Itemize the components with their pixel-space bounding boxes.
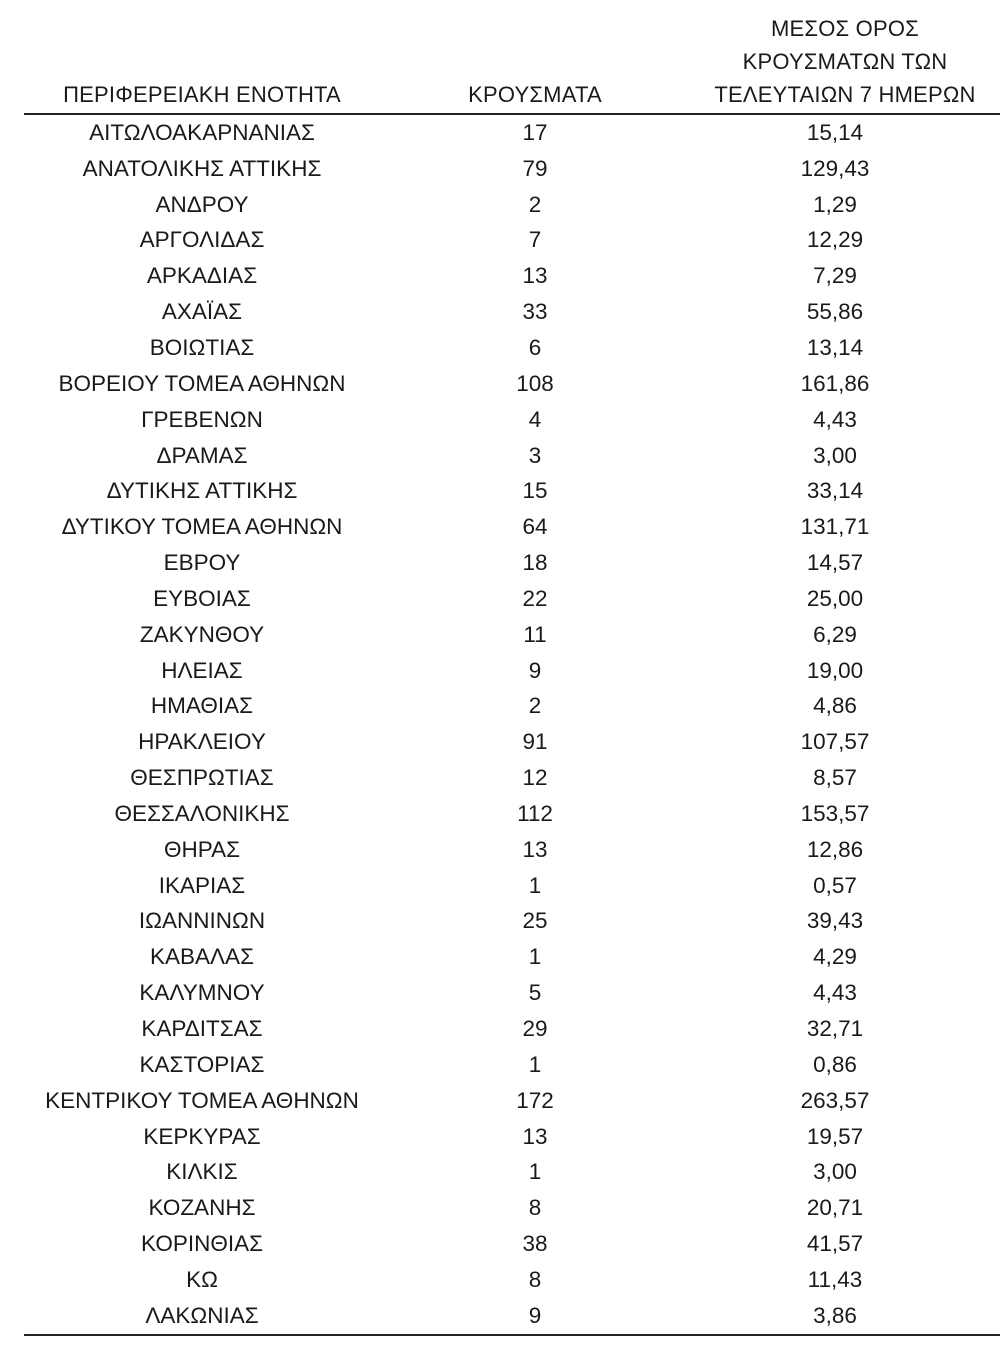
cell-region: ΗΛΕΙΑΣ [161,657,243,683]
table-row [24,1298,1000,1334]
cell-seven-day-average: 33,14 [806,478,864,504]
cell-region: ΘΕΣΣΑΛΟΝΙΚΗΣ [114,800,290,826]
cell-cases: 29 [522,1016,548,1042]
cell-seven-day-average: 32,71 [806,1016,864,1042]
table-row [24,868,1000,904]
table-row [24,904,1000,940]
table-row [24,151,1000,187]
table-row [24,581,1000,617]
table-row [24,187,1000,223]
table-bottom-rule [24,1334,1000,1336]
cell-cases: 8 [528,1195,542,1221]
cell-seven-day-average: 14,57 [806,550,864,576]
cell-cases: 8 [528,1266,542,1292]
cell-seven-day-average: 4,86 [813,693,857,719]
cell-seven-day-average: 3,86 [813,1302,857,1328]
cell-region: ΘΗΡΑΣ [163,836,240,862]
header-cases: ΚΡΟΥΣΜΑΤΑ [468,82,602,107]
cell-seven-day-average: 1,29 [813,191,857,217]
header-avg-line-2: ΚΡΟΥΣΜΑΤΩΝ ΤΩΝ [742,49,948,74]
table-header [24,0,1000,115]
cell-seven-day-average: 25,00 [806,585,864,611]
table-row [24,689,1000,725]
cell-seven-day-average: 4,29 [813,944,857,970]
cell-cases: 1 [528,872,542,898]
cell-seven-day-average: 107,57 [800,729,870,755]
cell-region: ΚΙΛΚΙΣ [166,1159,238,1185]
cell-region: ΒΟΙΩΤΙΑΣ [149,334,255,360]
table-row [24,975,1000,1011]
cell-cases: 3 [528,442,542,468]
cell-cases: 9 [528,657,542,683]
table-body [24,115,1000,1334]
cell-seven-day-average: 161,86 [800,370,870,396]
cell-cases: 64 [522,514,548,540]
cell-seven-day-average: 0,86 [813,1051,857,1077]
cell-region: ΚΟΖΑΝΗΣ [148,1195,256,1221]
cell-seven-day-average: 3,00 [813,1159,857,1185]
cell-region: ΚΑΒΑΛΑΣ [150,944,254,970]
table-row [24,1047,1000,1083]
cell-region: ΚΕΝΤΡΙΚΟΥ ΤΟΜΕΑ ΑΘΗΝΩΝ [45,1087,359,1113]
cell-cases: 172 [516,1087,554,1113]
cell-seven-day-average: 153,57 [800,800,870,826]
cell-region: ΔΥΤΙΚΗΣ ΑΤΤΙΚΗΣ [106,478,298,504]
table-row [24,1083,1000,1119]
table-row [24,1226,1000,1262]
cell-cases: 9 [528,1302,542,1328]
table-row [24,832,1000,868]
cell-cases: 13 [522,836,548,862]
table-row [24,1119,1000,1155]
cell-cases: 38 [522,1231,548,1257]
cell-cases: 33 [522,299,548,325]
cell-region: ΚΟΡΙΝΘΙΑΣ [141,1231,263,1257]
cell-cases: 22 [522,585,548,611]
table-row [24,438,1000,474]
table-row [24,617,1000,653]
cell-seven-day-average: 12,29 [806,227,864,253]
table-row [24,1011,1000,1047]
cell-region: ΑΝΔΡΟΥ [155,191,249,217]
cell-seven-day-average: 0,57 [813,872,857,898]
cell-seven-day-average: 20,71 [806,1195,864,1221]
cell-region: ΑΡΚΑΔΙΑΣ [146,263,258,289]
cell-region: ΗΡΑΚΛΕΙΟΥ [138,729,266,755]
cell-seven-day-average: 131,71 [800,514,870,540]
cell-region: ΚΑΛΥΜΝΟΥ [139,980,265,1006]
cell-cases: 11 [523,621,547,647]
cell-region: ΚΩ [186,1266,218,1292]
cell-seven-day-average: 55,86 [806,299,864,325]
cell-cases: 1 [528,1159,542,1185]
cell-region: ΖΑΚΥΝΘΟΥ [139,621,265,647]
cell-seven-day-average: 19,00 [806,657,864,683]
cell-cases: 18 [522,550,548,576]
table-row [24,223,1000,259]
cell-region: ΒΟΡΕΙΟΥ ΤΟΜΕΑ ΑΘΗΝΩΝ [58,370,346,396]
table-row [24,653,1000,689]
table-row [24,724,1000,760]
cell-region: ΚΑΣΤΟΡΙΑΣ [139,1051,265,1077]
cell-seven-day-average: 19,57 [806,1123,864,1149]
header-region: ΠΕΡΙΦΕΡΕΙΑΚΗ ΕΝΟΤΗΤΑ [63,82,341,107]
cell-seven-day-average: 263,57 [800,1087,870,1113]
cell-cases: 12 [522,765,548,791]
header-seven-day-average [700,12,990,111]
cell-seven-day-average: 4,43 [813,980,857,1006]
cell-region: ΙΩΑΝΝΙΝΩΝ [138,908,266,934]
cell-seven-day-average: 4,43 [813,406,857,432]
cell-seven-day-average: 129,43 [800,155,870,181]
table-row [24,1190,1000,1226]
cell-region: ΑΡΓΟΛΙΔΑΣ [139,227,265,253]
table-row [24,545,1000,581]
cell-cases: 1 [528,944,542,970]
cell-cases: 7 [528,227,542,253]
cell-seven-day-average: 6,29 [813,621,857,647]
cell-seven-day-average: 8,57 [813,765,857,791]
table-row [24,760,1000,796]
cell-cases: 1 [528,1051,542,1077]
cell-region: ΔΡΑΜΑΣ [156,442,248,468]
cell-cases: 2 [528,693,542,719]
cell-cases: 91 [522,729,548,755]
table-row [24,796,1000,832]
cell-cases: 112 [517,800,553,826]
cell-cases: 108 [516,370,554,396]
table-row [24,330,1000,366]
cell-region: ΙΚΑΡΙΑΣ [158,872,246,898]
cell-region: ΑΧΑΪΑΣ [161,299,243,325]
table-row [24,1262,1000,1298]
cell-region: ΛΑΚΩΝΙΑΣ [145,1302,259,1328]
cell-seven-day-average: 7,29 [813,263,857,289]
cell-seven-day-average: 12,86 [806,836,864,862]
table-row [24,509,1000,545]
cell-cases: 25 [522,908,548,934]
cell-seven-day-average: 15,14 [806,119,864,145]
cell-region: ΑΝΑΤΟΛΙΚΗΣ ΑΤΤΙΚΗΣ [82,155,322,181]
table-row [24,939,1000,975]
cases-table [24,0,1000,1336]
cell-seven-day-average: 39,43 [806,908,864,934]
cell-cases: 17 [522,119,548,145]
header-avg-line-3: ΤΕΛΕΥΤΑΙΩΝ 7 ΗΜΕΡΩΝ [714,82,976,107]
cell-region: ΓΡΕΒΕΝΩΝ [141,406,263,432]
cell-cases: 79 [522,155,548,181]
cell-cases: 13 [522,263,548,289]
cell-seven-day-average: 3,00 [813,442,857,468]
cell-region: ΕΥΒΟΙΑΣ [153,585,251,611]
cell-region: ΑΙΤΩΛΟΑΚΑΡΝΑΝΙΑΣ [89,119,315,145]
cell-region: ΚΕΡΚΥΡΑΣ [143,1123,261,1149]
cell-cases: 13 [522,1123,548,1149]
table-row [24,294,1000,330]
table-row [24,115,1000,151]
table-row [24,473,1000,509]
table-row [24,366,1000,402]
cell-region: ΔΥΤΙΚΟΥ ΤΟΜΕΑ ΑΘΗΝΩΝ [61,514,343,540]
cell-seven-day-average: 11,43 [807,1266,863,1292]
table-row [24,402,1000,438]
cell-cases: 2 [528,191,542,217]
cell-region: ΕΒΡΟΥ [163,550,241,576]
table-row [24,258,1000,294]
cell-region: ΘΕΣΠΡΩΤΙΑΣ [130,765,274,791]
cell-cases: 4 [528,406,542,432]
cell-cases: 15 [522,478,548,504]
cell-cases: 6 [528,334,542,360]
cell-region: ΚΑΡΔΙΤΣΑΣ [141,1016,263,1042]
cell-seven-day-average: 41,57 [806,1231,864,1257]
table-row [24,1154,1000,1190]
header-avg-line-1: ΜΕΣΟΣ ΟΡΟΣ [771,16,919,41]
cell-region: ΗΜΑΘΙΑΣ [150,693,254,719]
cell-seven-day-average: 13,14 [806,334,864,360]
cell-cases: 5 [528,980,542,1006]
